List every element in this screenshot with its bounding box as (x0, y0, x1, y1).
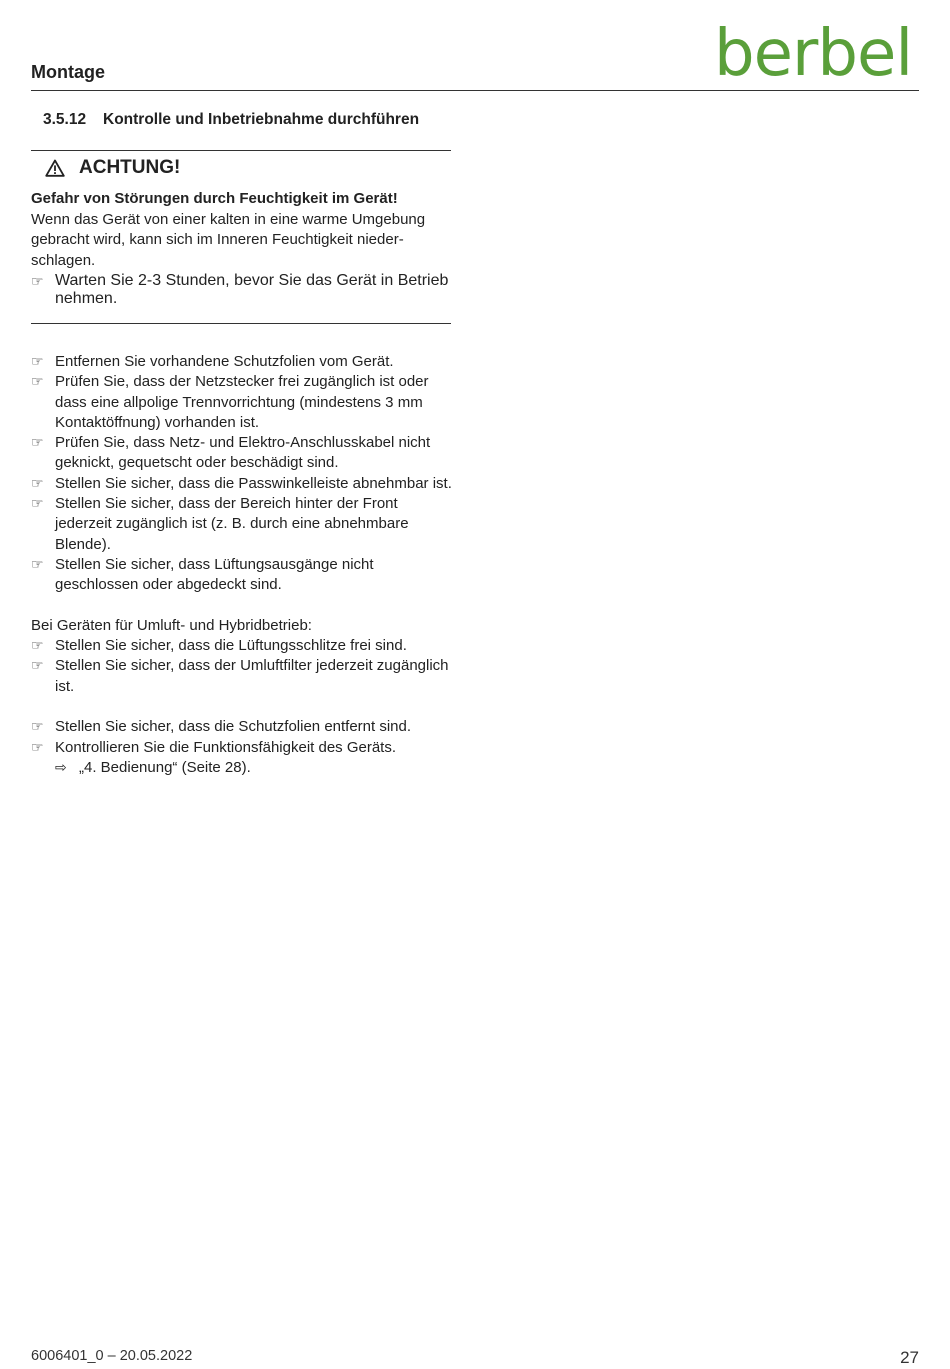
heading-number: 3.5.12 (43, 111, 87, 128)
spacer (31, 697, 453, 717)
step-text: Stellen Sie sicher, dass der Umluftfilter jederzeit zugänglich ist. (55, 657, 449, 695)
step-text: Stellen Sie sicher, dass Lüftungsausgänge nicht geschlossen oder abgedeckt sind. (55, 555, 374, 594)
umluft-intro: Bei Geräten für Umluft- und Hybridbetrieb: (31, 616, 312, 634)
step-text: Stellen Sie sicher, dass der Bereich hinter der Front jederzeit zugänglich ist (z. B. durch eine abnehmbare Blende). (55, 495, 409, 553)
pointing-hand-icon: ☞ (31, 435, 44, 452)
list-item (31, 717, 453, 737)
pointing-hand-icon: ☞ (31, 556, 44, 573)
arrow-right-icon: ⇨ (55, 759, 67, 776)
list-item (31, 738, 453, 758)
pointing-hand-icon: ☞ (31, 719, 44, 736)
list-item (31, 656, 453, 697)
list-item (31, 636, 453, 656)
warning-header (45, 157, 180, 179)
warning-step (31, 272, 451, 308)
document-id: 6006401_0 – 20.05.2022 (31, 1348, 193, 1364)
spacer (31, 596, 453, 616)
heading-title: Kontrolle und Inbetriebnahme durchführen (103, 111, 420, 128)
warning-step-text: Warten Sie 2-3 Stunden, bevor Sie das Gerät in Betrieb nehmen. (55, 272, 449, 307)
pointing-hand-icon: ☞ (31, 658, 44, 675)
list-item (31, 433, 453, 474)
step-text: Prüfen Sie, dass Netz- und Elektro-Anschlusskabel nicht geknickt, gequetscht oder beschädigt sind. (55, 434, 431, 472)
warning-box (31, 150, 451, 324)
brand-logo: berbel (714, 17, 913, 91)
pointing-hand-icon: ☞ (31, 354, 44, 370)
warning-lead: Gefahr von Störungen durch Feuchtigkeit im Gerät! (31, 190, 398, 207)
warning-text: Wenn das Gerät von einer kalten in eine warme Umgebung gebracht wird, kann sich im Inneren Feuchtigkeit nieder-schlagen. (31, 211, 426, 269)
warning-title: ACHTUNG! (79, 157, 181, 178)
pointing-hand-icon: ☞ (31, 496, 44, 513)
instruction-list (31, 352, 453, 778)
list-item (31, 494, 453, 555)
section-title: Montage (31, 62, 105, 82)
pointing-hand-icon: ☞ (31, 638, 44, 655)
list-item (31, 555, 453, 596)
step-text: Prüfen Sie, dass der Netzstecker frei zugänglich ist oder dass eine allpolige Trennvorrichtung (mindestens 3 mm Kontaktöffnung) vorhanden ist. (55, 373, 429, 431)
step-text: Stellen Sie sicher, dass die Lüftungsschlitze frei sind. (55, 637, 407, 655)
cross-reference[interactable] (31, 758, 453, 778)
header-divider (31, 90, 919, 91)
step-text: Entfernen Sie vorhandene Schutzfolien vom Gerät. (55, 353, 394, 370)
reference-link[interactable]: „4. Bedienung“ (Seite 28). (79, 758, 251, 776)
list-item (31, 372, 453, 433)
warning-triangle-icon (45, 159, 65, 177)
list-item (31, 474, 453, 494)
page-heading (43, 111, 419, 129)
page-number: 27 (900, 1348, 919, 1367)
pointing-hand-icon: ☞ (31, 475, 44, 492)
pointing-hand-icon: ☞ (31, 739, 44, 756)
list-item (31, 352, 453, 372)
pointing-hand-icon: ☞ (31, 374, 44, 391)
pointing-hand-icon: ☞ (31, 274, 44, 290)
step-text: Stellen Sie sicher, dass die Passwinkelleiste abnehmbar ist. (55, 474, 452, 492)
step-text: Kontrollieren Sie die Funktionsfähigkeit des Geräts. (55, 738, 397, 756)
step-text: Stellen Sie sicher, dass die Schutzfolien entfernt sind. (55, 718, 412, 736)
